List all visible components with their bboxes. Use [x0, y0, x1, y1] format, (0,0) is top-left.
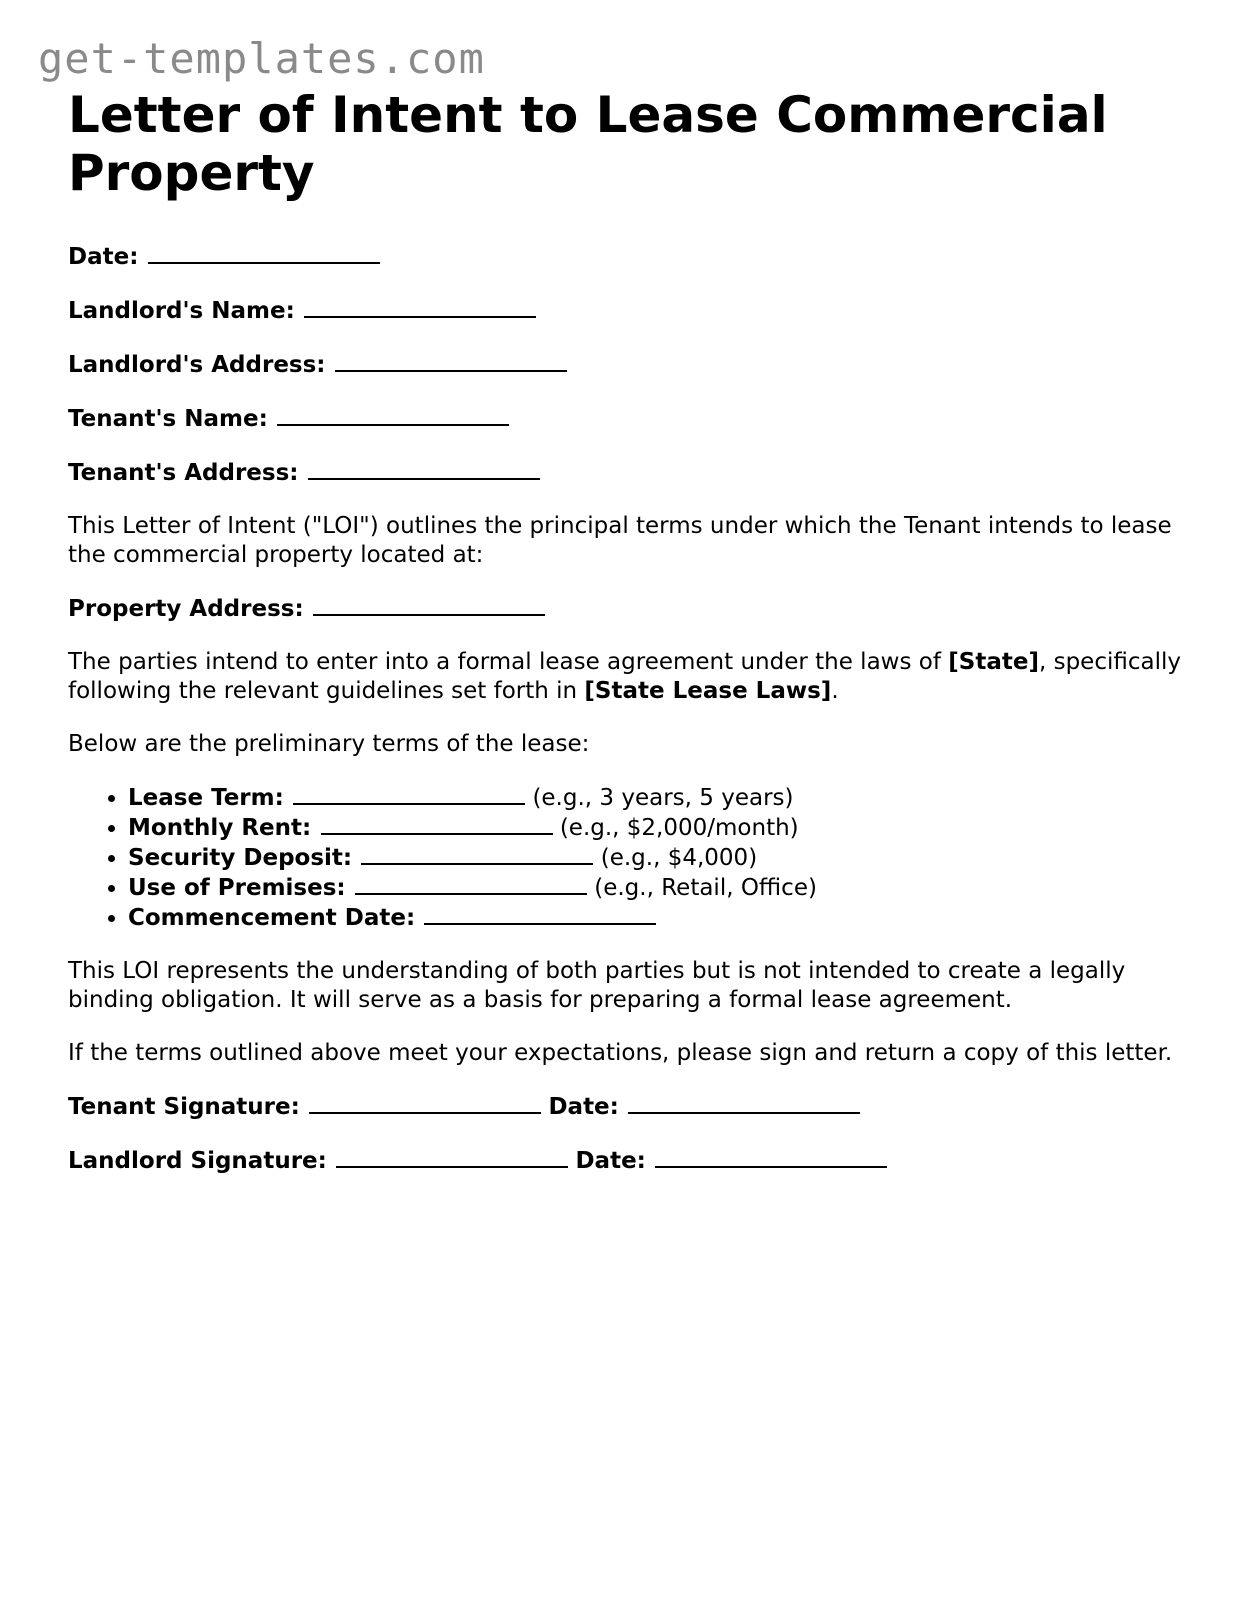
document-body [68, 86, 1188, 1200]
laws-text-2: , specifically following the relevant guidelines set forth in [68, 649, 1181, 704]
term-commencement-date [128, 903, 1188, 933]
term-label: Commencement Date: [128, 905, 416, 931]
term-monthly-rent [128, 813, 1188, 843]
landlord-date-label: Date: [575, 1148, 646, 1174]
terms-intro: Below are the preliminary terms of the lease: [68, 731, 590, 757]
term-label: Lease Term: [128, 785, 284, 811]
term-example: (e.g., $4,000) [600, 845, 758, 871]
document-title: Letter of Intent to Lease Commercial Property [68, 86, 1108, 202]
landlord-address-blank[interactable] [335, 350, 567, 372]
state-placeholder: [State] [948, 649, 1039, 675]
landlord-name-blank[interactable] [304, 296, 536, 318]
tenant-address-field [68, 458, 1188, 488]
landlord-signature-label: Landlord Signature: [68, 1148, 327, 1174]
term-use-of-premises [128, 873, 1188, 903]
term-example: (e.g., $2,000/month) [559, 815, 799, 841]
landlord-signature-line [68, 1146, 1188, 1176]
state-laws-placeholder: [State Lease Laws] [584, 678, 832, 704]
term-security-deposit [128, 843, 1188, 873]
term-example: (e.g., 3 years, 5 years) [532, 785, 794, 811]
tenant-date-label: Date: [548, 1094, 619, 1120]
term-label: Use of Premises: [128, 875, 346, 901]
tenant-name-blank[interactable] [277, 404, 509, 426]
tenant-date-blank[interactable] [628, 1092, 860, 1114]
date-blank[interactable] [148, 242, 380, 264]
landlord-signature-blank[interactable] [336, 1146, 568, 1168]
landlord-name-label: Landlord's Name: [68, 298, 295, 324]
term-blank[interactable] [424, 903, 656, 925]
landlord-name-field [68, 296, 1188, 326]
term-example: (e.g., Retail, Office) [594, 875, 817, 901]
intro-paragraph: This Letter of Intent ("LOI") outlines the principal terms under which the Tenant intends to lease the commercial property located at: [68, 513, 1172, 568]
tenant-address-label: Tenant's Address: [68, 460, 299, 486]
property-address-field [68, 594, 1188, 624]
term-label: Security Deposit: [128, 845, 353, 871]
date-label: Date: [68, 244, 139, 270]
terms-list [68, 783, 1188, 933]
closing-paragraph: If the terms outlined above meet your expectations, please sign and return a copy of this letter. [68, 1040, 1173, 1066]
term-blank[interactable] [361, 843, 593, 865]
tenant-address-blank[interactable] [308, 458, 540, 480]
laws-text-3: . [831, 678, 839, 704]
date-field [68, 242, 1188, 272]
term-blank[interactable] [355, 873, 587, 895]
tenant-signature-line [68, 1092, 1188, 1122]
term-label: Monthly Rent: [128, 815, 312, 841]
tenant-signature-label: Tenant Signature: [68, 1094, 300, 1120]
tenant-name-field [68, 404, 1188, 434]
property-address-label: Property Address: [68, 596, 304, 622]
tenant-name-label: Tenant's Name: [68, 406, 268, 432]
laws-text-1: The parties intend to enter into a formal lease agreement under the laws of [68, 649, 949, 675]
landlord-address-label: Landlord's Address: [68, 352, 326, 378]
watermark: get-templates.com [38, 34, 485, 83]
term-blank[interactable] [293, 783, 525, 805]
landlord-date-blank[interactable] [655, 1146, 887, 1168]
term-blank[interactable] [321, 813, 553, 835]
laws-paragraph [68, 648, 1188, 706]
term-lease-term [128, 783, 1188, 813]
property-address-blank[interactable] [313, 594, 545, 616]
tenant-signature-blank[interactable] [309, 1092, 541, 1114]
landlord-address-field [68, 350, 1188, 380]
non-binding-paragraph: This LOI represents the understanding of both parties but is not intended to create a legally binding obligation. It will serve as a basis for preparing a formal lease agreement. [68, 958, 1126, 1013]
